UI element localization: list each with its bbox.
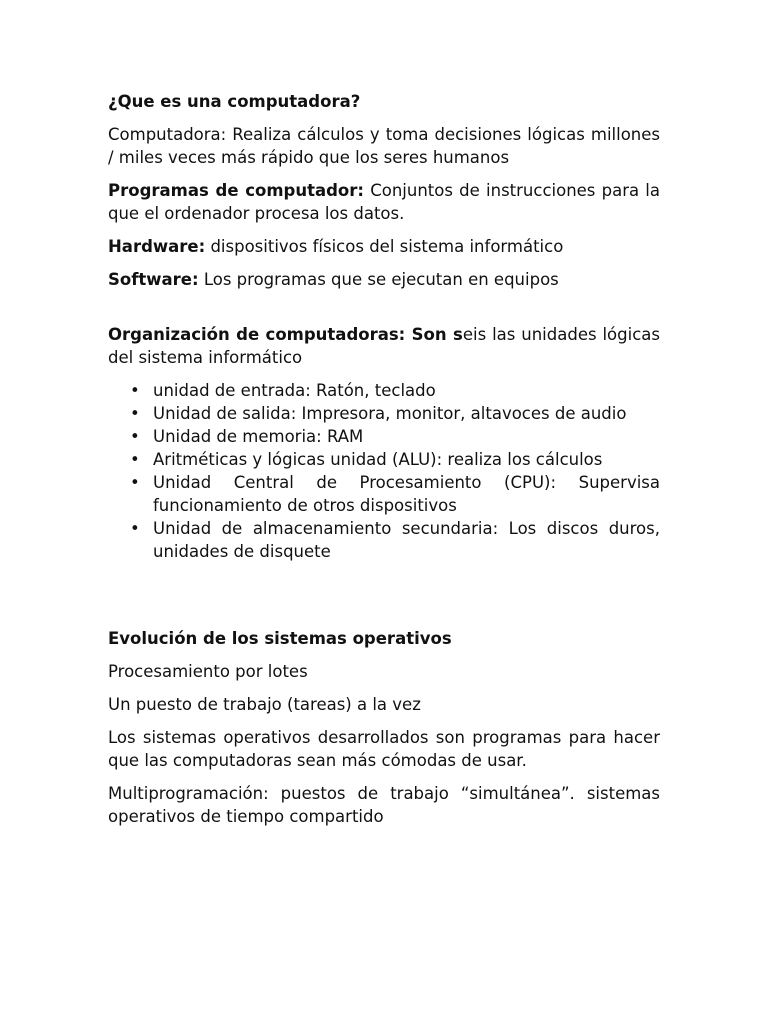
bullet-icon: •	[130, 381, 140, 400]
section-spacer	[108, 563, 660, 627]
list-item-text: Unidad de almacenamiento secundaria: Los discos duros, unidades de disquete	[153, 519, 660, 561]
term-software-label: Software:	[108, 270, 199, 289]
bullet-icon: •	[130, 450, 140, 469]
units-list	[108, 379, 660, 563]
paragraph-computadora: Computadora: Realiza cálculos y toma decisiones lógicas millones / miles veces más rápido que los seres humanos	[108, 125, 660, 167]
paragraph-multiprogramacion: Multiprogramación: puestos de trabajo “simultánea”. sistemas operativos de tiempo compartido	[108, 784, 660, 826]
list-item	[108, 517, 660, 563]
paragraph-sistemas-operativos: Los sistemas operativos desarrollados son programas para hacer que las computadoras sean más cómodas de usar.	[108, 728, 660, 770]
paragraph-programas	[108, 179, 660, 225]
list-item-text: Unidad de memoria: RAM	[153, 427, 364, 446]
list-item	[108, 448, 660, 471]
organizacion-text: eis las unidades lógicas del sistema informático	[108, 325, 660, 367]
paragraph-puesto-trabajo: Un puesto de trabajo (tareas) a la vez	[108, 695, 421, 714]
term-programas-label: Programas de computador:	[108, 181, 365, 200]
section-title-evolucion: Evolución de los sistemas operativos	[108, 629, 452, 648]
list-item	[108, 379, 660, 402]
paragraph-software	[108, 268, 660, 291]
term-software-text: Los programas que se ejecutan en equipos	[198, 270, 559, 289]
paragraph-organizacion	[108, 323, 660, 369]
term-hardware-text: dispositivos físicos del sistema informático	[205, 237, 564, 256]
paragraph-hardware	[108, 235, 660, 258]
list-item-text: Unidad Central de Procesamiento (CPU): Supervisa funcionamiento de otros dispositivos	[153, 473, 660, 515]
list-item-text: Unidad de salida: Impresora, monitor, altavoces de audio	[153, 404, 627, 423]
list-item-text: unidad de entrada: Ratón, teclado	[153, 381, 436, 400]
bullet-icon: •	[130, 404, 140, 423]
term-programas-text: Conjuntos de instrucciones para la que el ordenador procesa los datos.	[108, 181, 661, 223]
section-title-que-es-computadora: ¿Que es una computadora?	[108, 92, 361, 111]
organizacion-bold: Organización de computadoras: Son s	[108, 325, 463, 344]
list-item-text: Aritméticas y lógicas unidad (ALU): realiza los cálculos	[153, 450, 603, 469]
term-hardware-label: Hardware:	[108, 237, 206, 256]
list-item	[108, 471, 660, 517]
bullet-icon: •	[130, 473, 140, 492]
paragraph-procesamiento-lotes: Procesamiento por lotes	[108, 662, 308, 681]
bullet-icon: •	[130, 427, 140, 446]
list-item	[108, 425, 660, 448]
document-body	[108, 90, 660, 838]
section-spacer	[108, 301, 660, 323]
list-item	[108, 402, 660, 425]
bullet-icon: •	[130, 519, 140, 538]
